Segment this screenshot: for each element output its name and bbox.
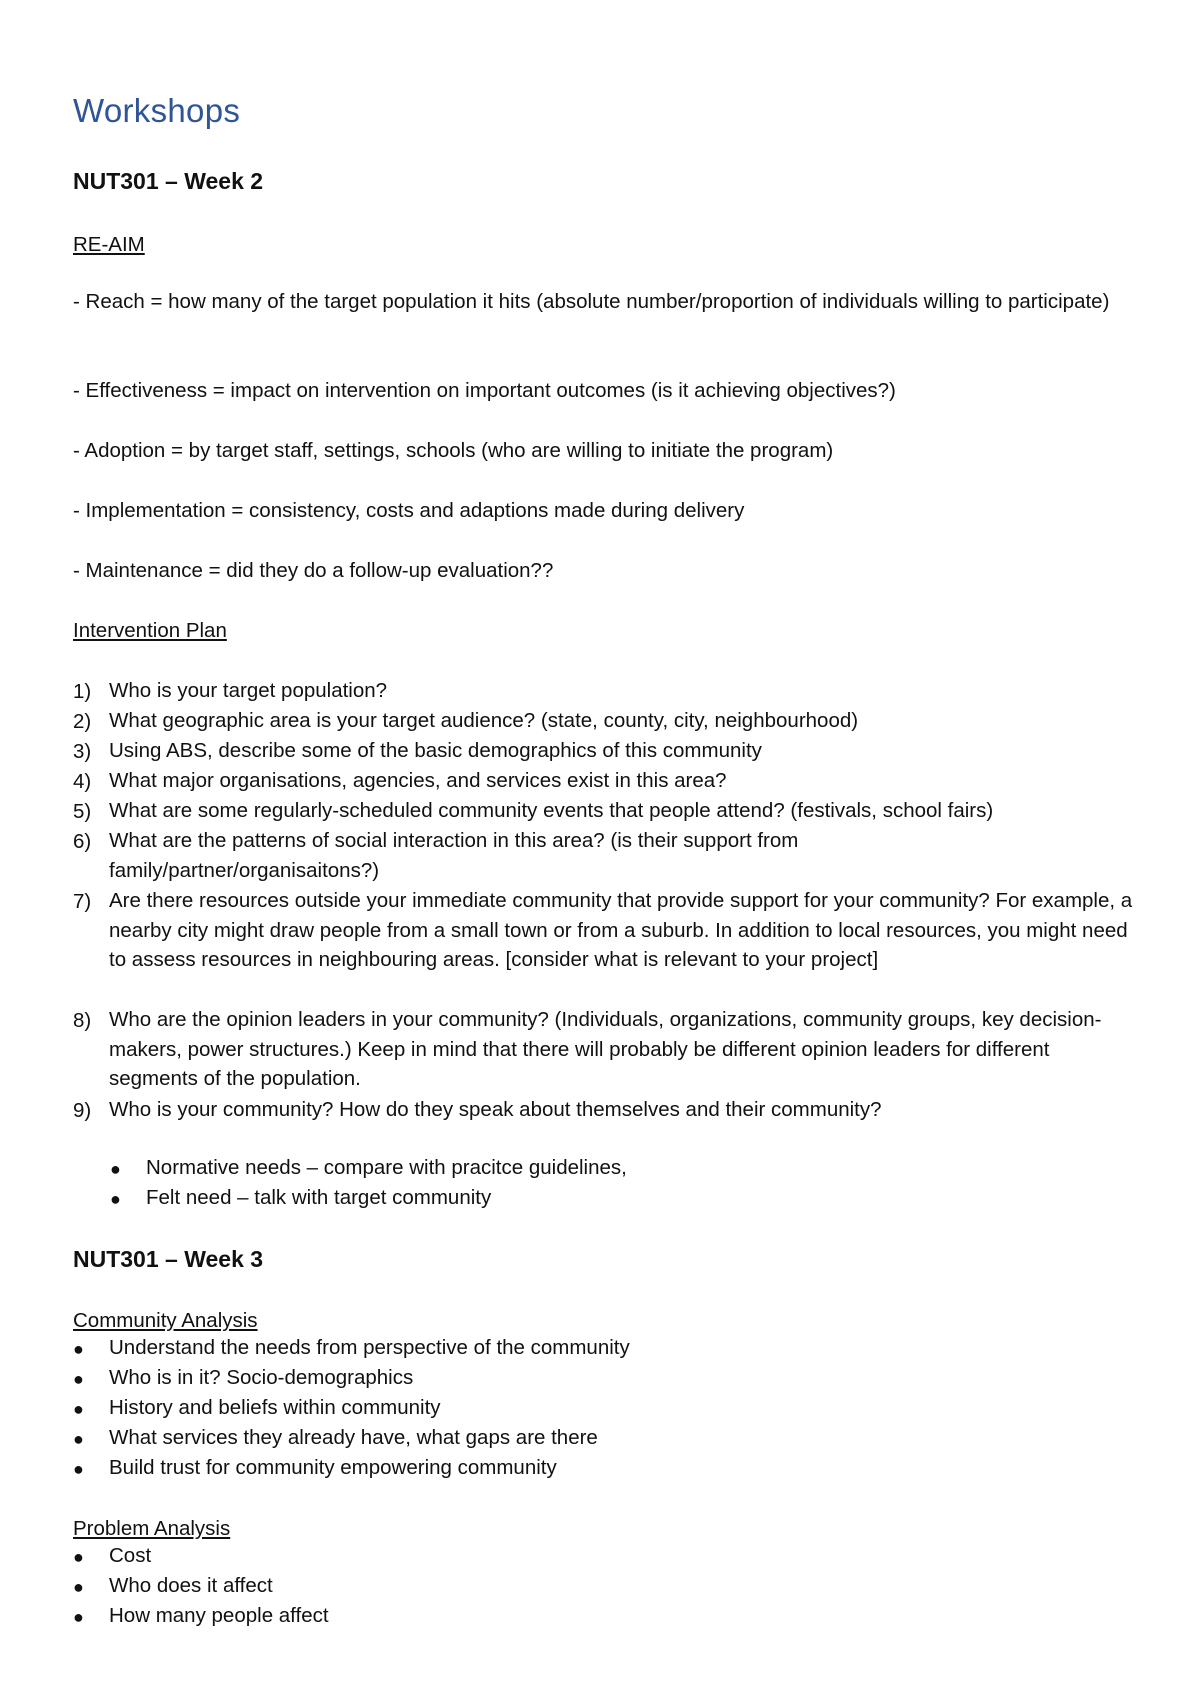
week3-heading: NUT301 – Week 3 [73,1246,264,1272]
bullet-icon: ● [73,1399,84,1419]
community-analysis-heading: Community Analysis [73,1309,258,1332]
reaim-item: - Reach = how many of the target population it hits (absolute number/proportion of individuals willing to participate) [73,290,1110,313]
problem-item: Who does it affect [109,1574,273,1597]
plan-item-text: Are there resources outside your immediate community that provide support for your community? For example, a nearby city might draw people from a small town or from a suburb. In addition to local resources, you might need to assess resources in neighbouring areas. [consider what is relevant to your project] [109,889,1133,971]
problem-item: How many people affect [109,1604,329,1627]
plan-item-text: Who are the opinion leaders in your community? (Individuals, organizations, community groups, key decision-makers, power structures.) Keep in mind that there will probably be different opinion leaders for different segments of the population. [109,1008,1102,1090]
plan-item-text: What are the patterns of social interaction in this area? (is their support from family/partner/organisaitons?) [109,829,799,882]
plan-item-text: Using ABS, describe some of the basic demographics of this community [109,739,762,762]
bullet-icon: ● [73,1547,84,1567]
plan-item-number: 5) [73,800,92,823]
plan-item-number: 8) [73,1009,92,1032]
reaim-item: - Maintenance = did they do a follow-up evaluation?? [73,559,554,582]
bullet-icon: ● [73,1369,84,1389]
plan-item-text: Who is your community? How do they speak about themselves and their community? [109,1098,882,1121]
plan-item-text: Who is your target population? [109,679,388,702]
bullet-icon: ● [73,1577,84,1597]
bullet-icon: ● [110,1159,121,1179]
plan-item-text: What geographic area is your target audience? (state, county, city, neighbourhood) [109,709,859,732]
document-title: Workshops [73,92,241,129]
plan-item-number: 9) [73,1099,92,1122]
bullet-icon: ● [73,1339,84,1359]
plan-item-number: 3) [73,740,92,763]
bullet-icon: ● [110,1189,121,1209]
bullet-icon: ● [73,1607,84,1627]
reaim-item: - Effectiveness = impact on intervention on important outcomes (is it achieving objectives?) [73,379,896,402]
plan-item-number: 2) [73,710,92,733]
week2-heading: NUT301 – Week 2 [73,168,264,194]
intervention-plan-heading: Intervention Plan [73,619,227,642]
community-item: Build trust for community empowering community [109,1456,557,1479]
plan-item-text: What are some regularly-scheduled community events that people attend? (festivals, school fairs) [109,799,994,822]
plan-item-number: 7) [73,890,92,913]
reaim-item: - Adoption = by target staff, settings, schools (who are willing to initiate the program) [73,439,834,462]
needs-item: Normative needs – compare with pracitce guidelines, [146,1156,627,1179]
plan-item-number: 6) [73,830,92,853]
community-item: Who is in it? Socio-demographics [109,1366,414,1389]
bullet-icon: ● [73,1429,84,1449]
reaim-item: - Implementation = consistency, costs and adaptions made during delivery [73,499,745,522]
plan-item-number: 4) [73,770,92,793]
community-item: History and beliefs within community [109,1396,441,1419]
reaim-heading: RE-AIM [73,233,145,256]
community-item: What services they already have, what gaps are there [109,1426,598,1449]
plan-item-number: 1) [73,680,92,703]
needs-item: Felt need – talk with target community [146,1186,492,1209]
problem-analysis-heading: Problem Analysis [73,1517,231,1540]
bullet-icon: ● [73,1459,84,1479]
problem-item: Cost [109,1544,152,1567]
community-item: Understand the needs from perspective of the community [109,1336,630,1359]
plan-item-text: What major organisations, agencies, and services exist in this area? [109,769,727,792]
